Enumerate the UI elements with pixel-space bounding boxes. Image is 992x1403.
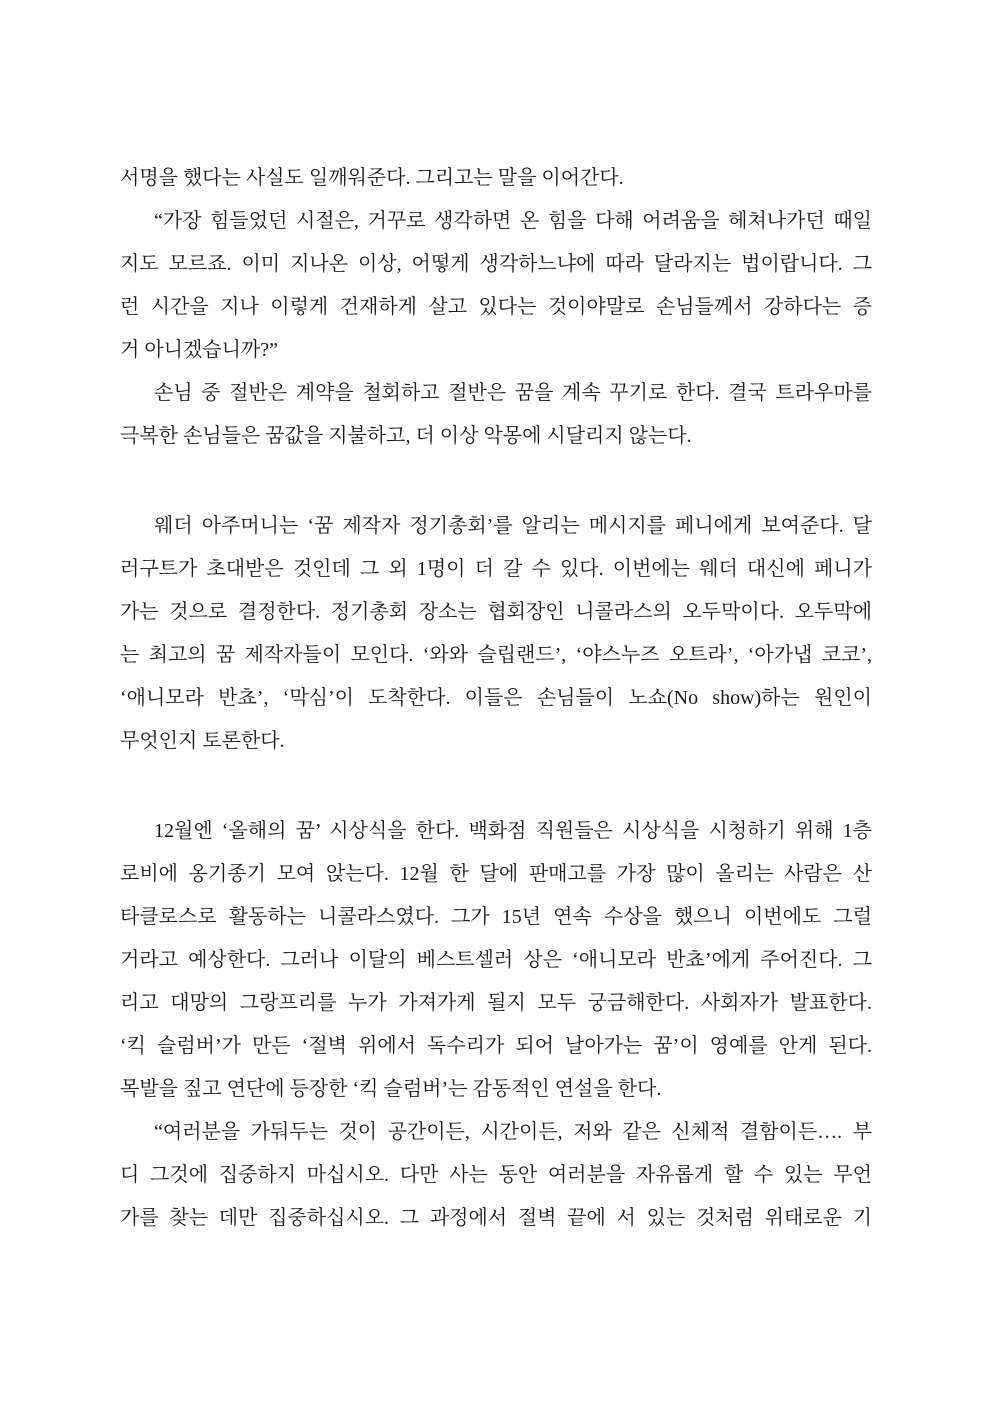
- text-line: 서명을 했다는 사실도 일깨워준다. 그리고는 말을 이어간다.: [120, 167, 624, 189]
- text-line: 디 그것에 집중하지 마십시오. 다만 사는 동안 여러분을 자유롭게 할 수 있는 무언: [120, 1164, 872, 1186]
- text-line: 러구트가 초대받은 것인데 그 외 1명이 더 갈 수 있다. 이번에는 웨더 대신에 페니가: [120, 558, 872, 580]
- text-line: 12월엔 ‘올해의 꿈’ 시상식을 한다. 백화점 직원들은 시상식을 시청하기 위해 1층: [154, 820, 872, 842]
- text-content: [120, 157, 872, 1240]
- paragraph: [120, 200, 872, 372]
- text-line: 리고 대망의 그랑프리를 누가 가져가게 될지 모두 궁금해한다. 사회자가 발표한다.: [120, 992, 872, 1014]
- text-line: ‘애니모라 반쵸’, ‘막심’이 도착한다. 이들은 손님들이 노쇼(No show)하는 원인이: [120, 687, 872, 709]
- text-line: 거라고 예상한다. 그러나 이달의 베스트셀러 상은 ‘애니모라 반쵸’에게 주어진다. 그: [120, 949, 872, 971]
- text-line: 극복한 손님들은 꿈값을 지불하고, 더 이상 악몽에 시달리지 않는다.: [120, 425, 692, 447]
- text-line: 는 최고의 꿈 제작자들이 모인다. ‘와와 슬립랜드’, ‘야스누즈 오트라’, ‘아가냅 코코’,: [120, 644, 872, 666]
- text-line: 무엇인지 토론한다.: [120, 730, 285, 752]
- paragraph: [120, 1111, 872, 1240]
- text-line: 로비에 옹기종기 모여 앉는다. 12월 한 달에 판매고를 가장 많이 올리는 사람은 산: [120, 863, 872, 885]
- text-line: 목발을 짚고 연단에 등장한 ‘킥 슬럼버’는 감동적인 연설을 한다.: [120, 1078, 662, 1100]
- text-line: 가는 것으로 결정한다. 정기총회 장소는 협회장인 니콜라스의 오두막이다. 오두막에: [120, 601, 872, 623]
- text-line: 손님 중 절반은 계약을 철회하고 절반은 꿈을 계속 꾸기로 한다. 결국 트라우마를: [154, 382, 872, 404]
- text-line: 타클로스로 활동하는 니콜라스였다. 그가 15년 연속 수상을 했으니 이번에도 그럴: [120, 906, 872, 928]
- text-line: 웨더 아주머니는 ‘꿈 제작자 정기총회’를 알리는 메시지를 페니에게 보여준다. 달: [154, 515, 872, 537]
- text-line: ‘킥 슬럼버’가 만든 ‘절벽 위에서 독수리가 되어 날아가는 꿈’이 영예를 안게 된다.: [120, 1035, 872, 1057]
- paragraph: [120, 505, 872, 763]
- text-line: 지도 모르죠. 이미 지나온 이상, 어떻게 생각하느냐에 따라 달라지는 법이랍니다. 그: [120, 253, 872, 275]
- text-line: “가장 힘들었던 시절은, 거꾸로 생각하면 온 힘을 다해 어려움을 헤쳐나가던 때일: [154, 210, 872, 232]
- paragraph: [120, 157, 872, 200]
- text-line: 가를 찾는 데만 집중하십시오. 그 과정에서 절벽 끝에 서 있는 것처럼 위태로운 기: [120, 1207, 872, 1229]
- text-line: “여러분을 가둬두는 것이 공간이든, 시간이든, 저와 같은 신체적 결함이든…. 부: [154, 1121, 872, 1143]
- paragraph: [120, 372, 872, 458]
- text-line: 거 아니겠습니까?”: [120, 339, 278, 361]
- text-line: 런 시간을 지나 이렇게 건재하게 살고 있다는 것이야말로 손님들께서 강하다는 증: [120, 296, 872, 318]
- paragraph: [120, 810, 872, 1111]
